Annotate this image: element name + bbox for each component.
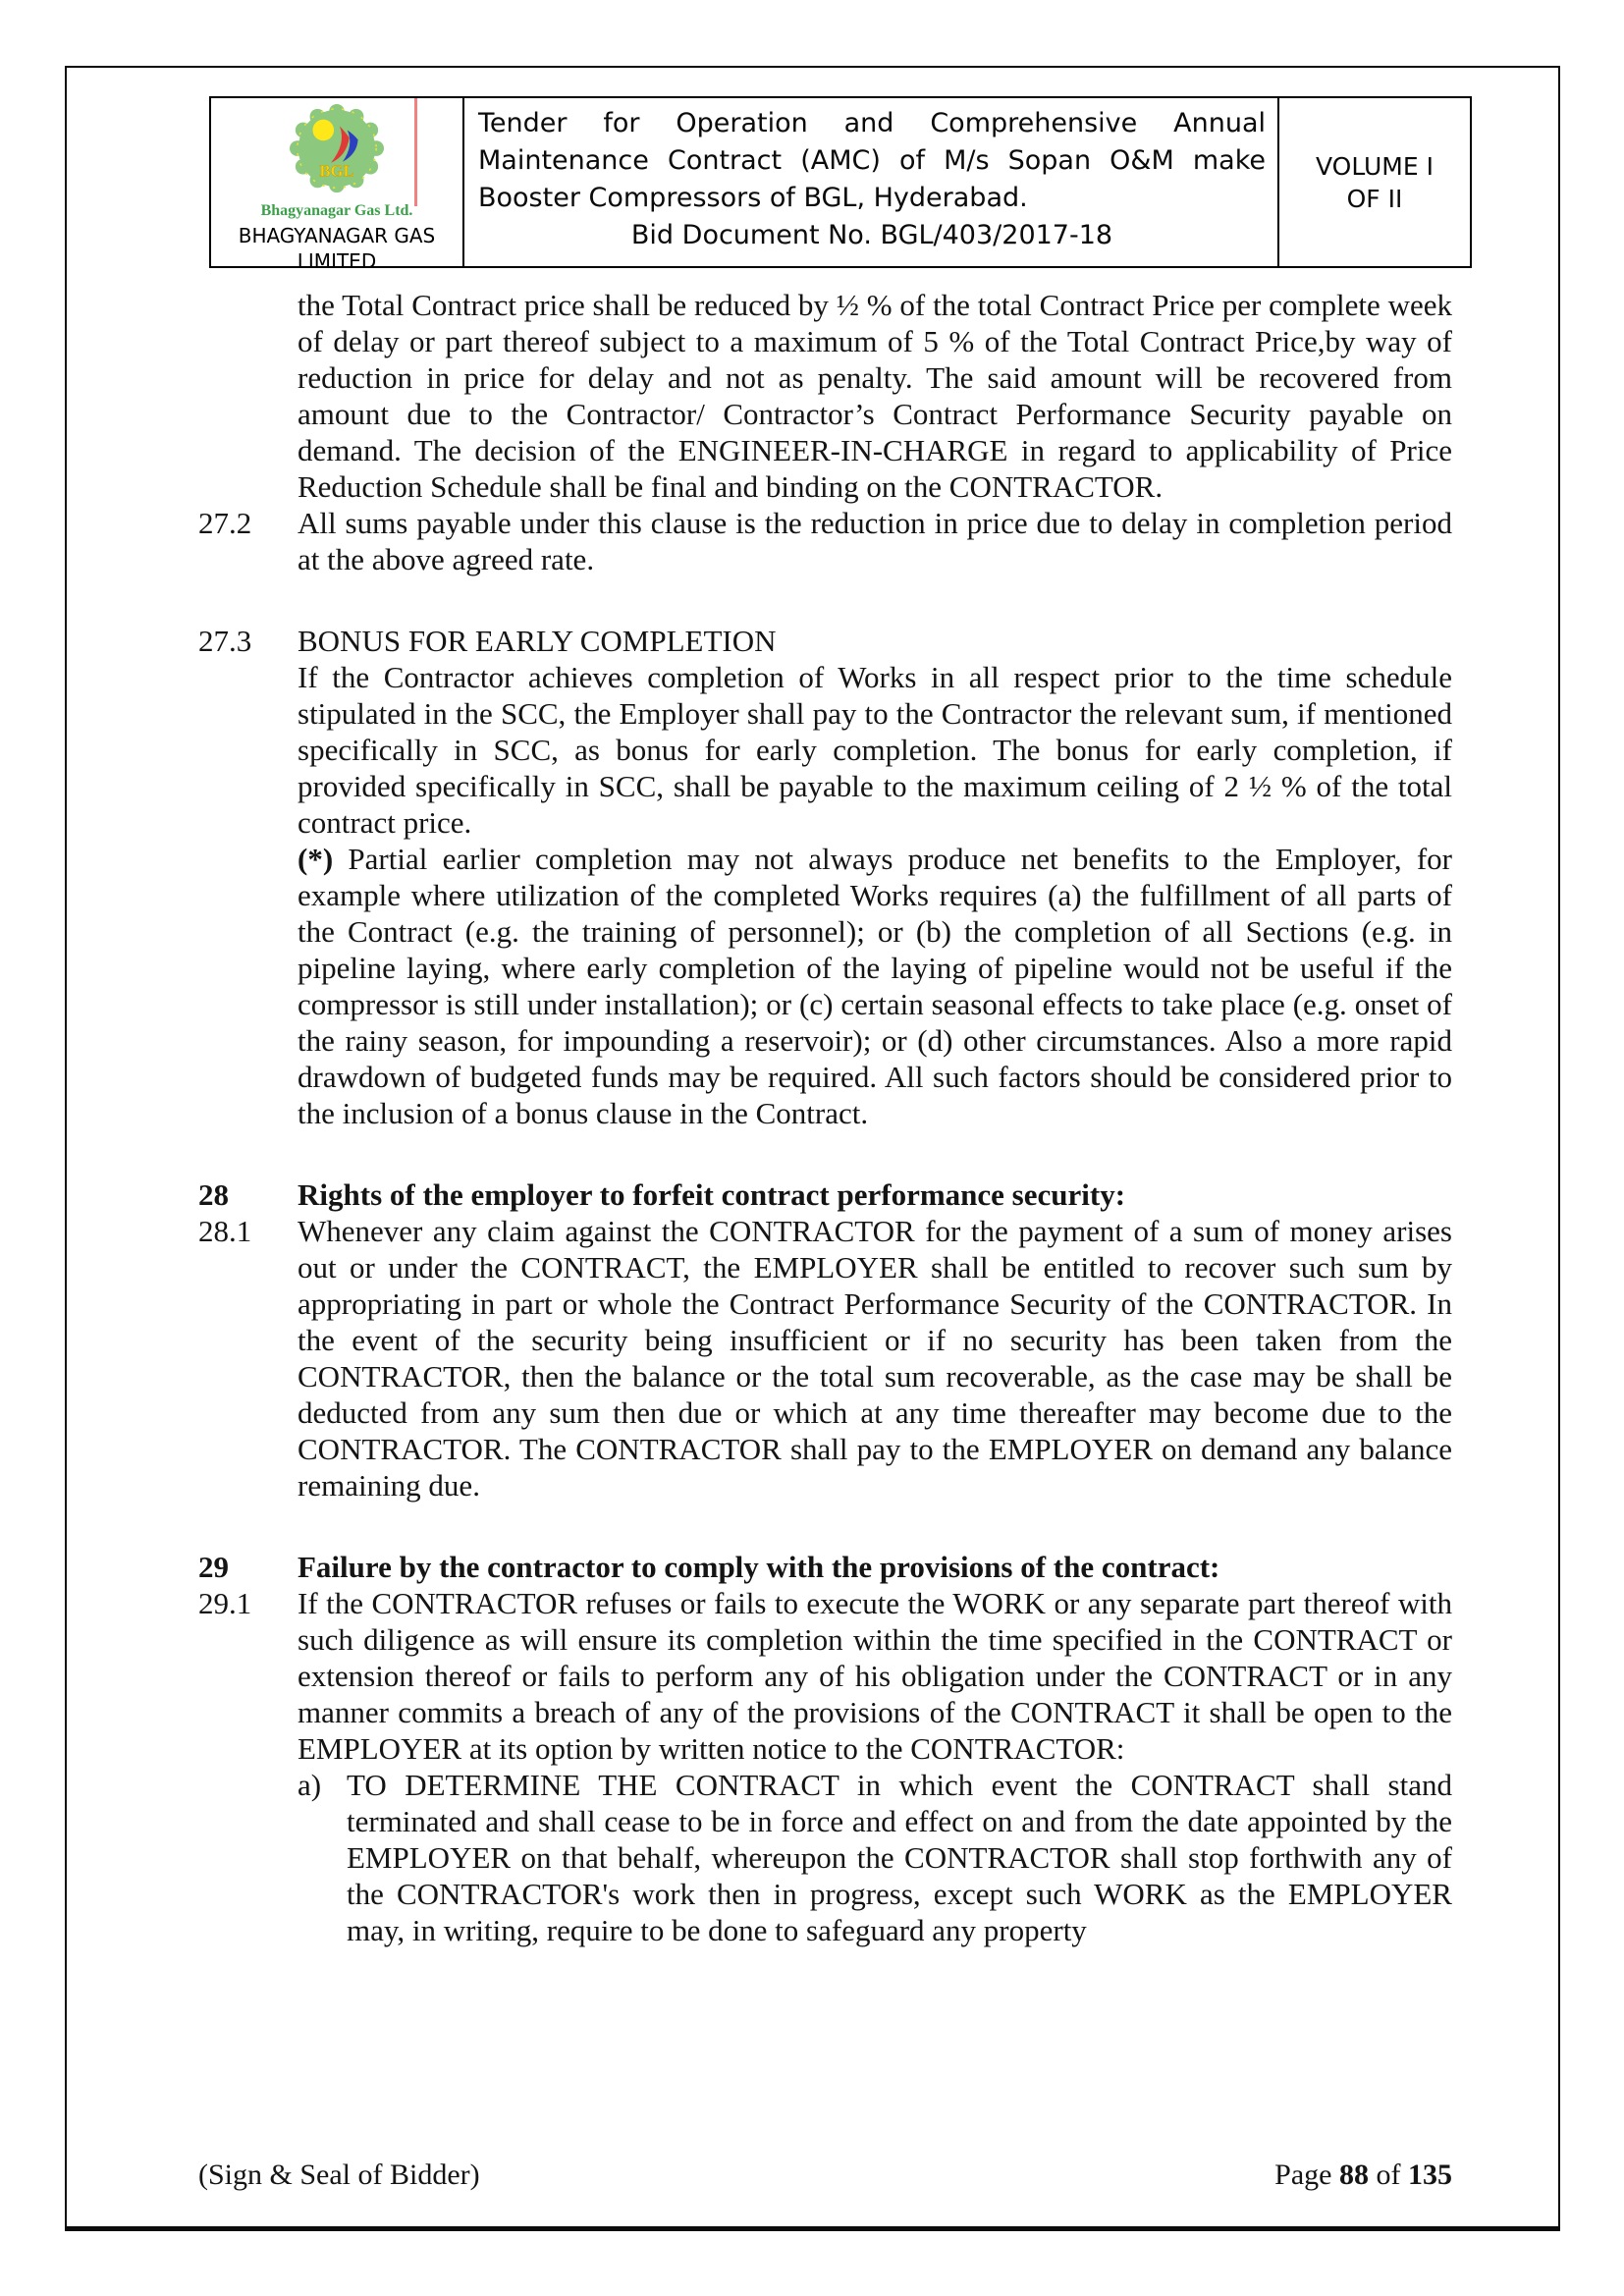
logo-acronym: BGL [319, 161, 354, 181]
clause-29-heading [198, 1549, 1452, 1585]
clause-number: 28.1 [198, 1214, 252, 1248]
volume-line1: VOLUME I [1315, 151, 1434, 181]
company-name-line1: BHAGYANAGAR GAS [238, 224, 436, 247]
of-word: of [1376, 2159, 1401, 2191]
clause-heading-text: Rights of the employer to forfeit contract performance security: [298, 1177, 1126, 1212]
note-asterisk-prefix: (*) [298, 842, 334, 876]
clause-text: If the Contractor achieves completion of Works in all respect prior to the time schedule stipulated in the SCC, the Employer shall pay to the Contractor the relevant sum, if mentioned specifically in SCC, as bonus for early completion. The bonus for early completion, if provided specifically in SCC, shall be payable to the maximum ceiling of 2 ½ % of the total contract price. [298, 660, 1452, 840]
clause-27-3-heading [198, 623, 1452, 659]
clause-28-1 [198, 1213, 1452, 1503]
list-item-marker: a) [298, 1768, 322, 1802]
page-word: Page [1274, 2159, 1332, 2191]
clause-heading-text: BONUS FOR EARLY COMPLETION [298, 624, 777, 658]
clause-27-3-note [198, 841, 1452, 1131]
header-logo-cell [211, 98, 464, 273]
clause-number [198, 1767, 298, 1948]
document-body [198, 287, 1452, 1948]
clause-number [198, 287, 298, 505]
clause-heading-text: Failure by the contractor to comply with the provisions of the contract: [298, 1550, 1220, 1584]
logo-tagline: Bhagyanagar Gas Ltd. [260, 202, 413, 219]
company-name [211, 223, 462, 274]
clause-number: 27.2 [198, 506, 252, 540]
volume-label [1277, 98, 1470, 266]
clause-27-2 [198, 505, 1452, 577]
bgl-logo [289, 103, 385, 199]
section-gap [198, 1503, 1452, 1549]
list-item-container [298, 1767, 1452, 1948]
footer-page-number [1274, 2157, 1452, 2193]
logo-red-divider-line [414, 98, 417, 206]
company-name-line2: LIMITED [297, 249, 377, 273]
clause-29-1-list-item-a [198, 1767, 1452, 1948]
clause-27-3-paragraph [198, 659, 1452, 841]
clause-number: 27.3 [198, 624, 252, 658]
clause-29-1 [198, 1585, 1452, 1767]
bid-document-number: Bid Document No. BGL/403/2017-18 [630, 220, 1113, 250]
clause-number: 29.1 [198, 1586, 252, 1620]
page-number-value: 88 [1339, 2159, 1369, 2191]
page-footer [198, 2157, 1452, 2193]
list-item [298, 1767, 1452, 1948]
page-total-value: 135 [1408, 2159, 1452, 2191]
section-gap [198, 1131, 1452, 1176]
clause-27-1-continuation [198, 287, 1452, 505]
clause-text: Whenever any claim against the CONTRACTOR for the payment of a sum of money arises out or under the CONTRACT, the EMPLOYER shall be entitled to recover such sum by appropriating in part or whole the Contract Performance Security of the CONTRACTOR. In the event of the security being insufficient or if no security has been taken from the CONTRACTOR, then the balance or the total sum recoverable, as the case may be shall be deducted from any sum then due or which at any time thereafter may become due to the CONTRACTOR. The CONTRACTOR shall pay to the EMPLOYER on demand any balance remaining due. [298, 1214, 1452, 1503]
tender-title: Tender for Operation and Comprehensive Annual Maintenance Contract (AMC) of M/s Sopan O&M make Booster Compressors of BGL, Hyderabad. [478, 108, 1266, 213]
note-text: Partial earlier completion may not always produce net benefits to the Employer, for example where utilization of the completed Works requires (a) the fulfillment of all parts of the Contract (e.g. the training of personnel); or (b) the completion of all Sections (e.g. in pipeline laying, where early completion of the laying of pipeline would not be useful if the compressor is still under installation); or (c) certain seasonal effects to take place (e.g. onset of the rainy season, for impounding a reservoir); or (d) other circumstances. Also a more rapid drawdown of budgeted funds may be required. All such factors should be considered prior to the inclusion of a bonus clause in the Contract. [298, 842, 1452, 1130]
footer-sign-seal: (Sign & Seal of Bidder) [198, 2159, 480, 2191]
clause-number: 28 [198, 1177, 229, 1212]
clause-28-heading [198, 1176, 1452, 1213]
clause-text: If the CONTRACTOR refuses or fails to execute the WORK or any separate part thereof with such diligence as will ensure its completion within the time specified in the CONTRACT or extension thereof or fails to perform any of his obligation under the CONTRACT or in any manner commits a breach of any of the provisions of the CONTRACT it shall be open to the EMPLOYER at its option by written notice to the CONTRACTOR: [298, 1586, 1452, 1766]
volume-line2: OF II [1346, 184, 1403, 213]
sun-icon [313, 120, 335, 141]
list-item-text: TO DETERMINE THE CONTRACT in which event the CONTRACT shall stand terminated and shall cease to be in force and effect on and from the date appointed by the EMPLOYER on that behalf, whereupon the CONTRACTOR shall stop forthwith any of the CONTRACTOR's work then in progress, except such WORK as the EMPLOYER may, in writing, require to be done to safeguard any property [347, 1768, 1452, 1947]
clause-number: 29 [198, 1550, 229, 1584]
header-table [209, 96, 1472, 273]
clause-number [198, 659, 298, 841]
clause-text: the Total Contract price shall be reduced by ½ % of the total Contract Price per complete week of delay or part thereof subject to a maximum of 5 % of the Total Contract Price,by way of reduction in price for delay and not as penalty. The said amount will be recovered from amount due to the Contractor/ Contractor’s Contract Performance Security payable on demand. The decision of the ENGINEER-IN-CHARGE in regard to applicability of Price Reduction Schedule shall be final and binding on the CONTRACTOR. [298, 288, 1452, 504]
clause-text [298, 841, 1452, 1131]
clause-text: All sums payable under this clause is the reduction in price due to delay in completion period at the above agreed rate. [298, 506, 1452, 576]
header-title-cell [464, 98, 1277, 266]
clause-number [198, 841, 298, 1131]
section-gap [198, 577, 1452, 623]
